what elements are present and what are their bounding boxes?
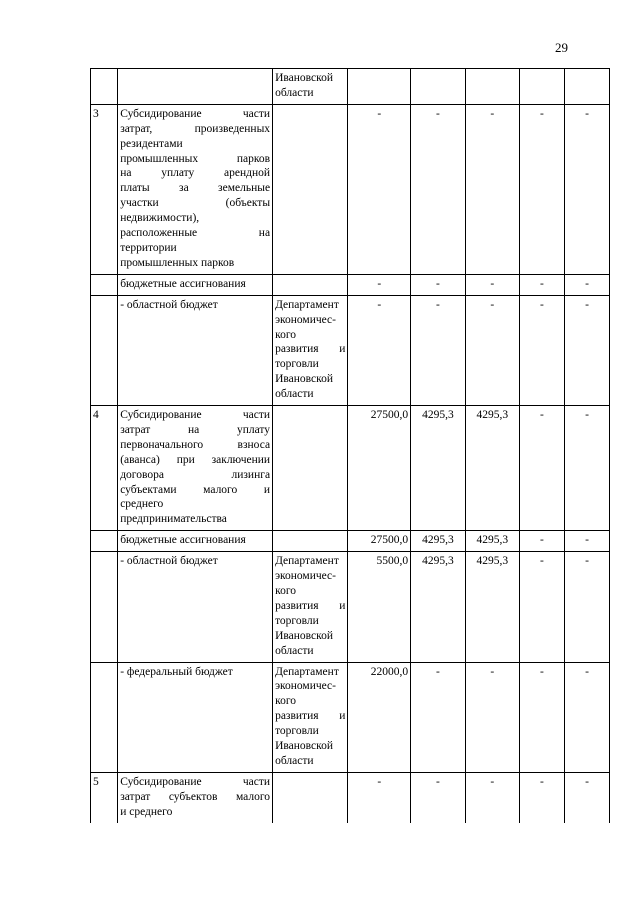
table-row [91, 552, 610, 662]
item-name-cell [118, 274, 273, 295]
item-name-line: расположенные на [120, 227, 271, 240]
value-col-2: 4295,3 [411, 406, 465, 531]
value-col-5: - [564, 406, 609, 531]
value-col-4 [519, 69, 564, 105]
executor-line: области [275, 86, 314, 99]
value-col-3: 4295,3 [465, 406, 519, 531]
executor-cell [273, 662, 348, 772]
value-col-4: - [519, 772, 564, 822]
executor-line: Ивановской [275, 740, 334, 753]
value-col-2: 4295,3 [411, 531, 465, 552]
value-col-5: - [564, 295, 609, 405]
value-col-5: - [564, 772, 609, 822]
executor-line: Департамент [275, 555, 339, 568]
executor-line: области [275, 754, 314, 767]
executor-line: торговли [275, 358, 319, 371]
executor-line: области [275, 644, 314, 657]
executor-line: торговли [275, 725, 319, 738]
item-name-line: платы за земельные [120, 182, 271, 195]
value-col-5: - [564, 531, 609, 552]
item-name-line: бюджетные ассигнования [120, 534, 246, 547]
item-name-cell [118, 104, 273, 274]
value-col-3: - [465, 295, 519, 405]
value-col-2: - [411, 295, 465, 405]
item-name-line: - областной бюджет [120, 298, 218, 311]
executor-cell [273, 295, 348, 405]
table-row [91, 662, 610, 772]
executor-line: торговли [275, 614, 319, 627]
executor-line: развития и [275, 599, 346, 612]
value-col-3 [465, 69, 519, 105]
executor-line: развития и [275, 710, 346, 723]
item-name-line: Субсидирование части [120, 107, 271, 120]
executor-line: Ивановской [275, 373, 334, 386]
executor-line: Ивановской [275, 629, 334, 642]
executor-line: Ивановской [275, 72, 334, 84]
executor-line: развития и [275, 343, 346, 356]
value-col-3: 4295,3 [465, 552, 519, 662]
item-name-cell [118, 552, 273, 662]
item-name-line: - федеральный бюджет [120, 665, 233, 678]
row-number-cell [91, 531, 118, 552]
value-col-3: - [465, 772, 519, 822]
executor-cell [273, 531, 348, 552]
value-col-2: - [411, 274, 465, 295]
value-col-5: - [564, 104, 609, 274]
row-number-cell [91, 274, 118, 295]
item-name-line: участки (объекты [120, 197, 271, 210]
executor-line: области [275, 388, 314, 401]
item-name-line: резидентами [120, 137, 183, 150]
row-number-cell [91, 662, 118, 772]
value-col-1: 27500,0 [348, 531, 411, 552]
executor-line: кого [275, 585, 296, 597]
value-col-4: - [519, 406, 564, 531]
value-col-2: - [411, 772, 465, 822]
item-name-cell [118, 69, 273, 105]
row-number-cell [91, 295, 118, 405]
item-name-line: территории [120, 241, 177, 254]
executor-line: Департамент [275, 298, 339, 311]
item-name-line: недвижимости), [120, 212, 200, 225]
row-number-cell [91, 552, 118, 662]
value-col-2: - [411, 662, 465, 772]
table-row [91, 274, 610, 295]
value-col-4: - [519, 295, 564, 405]
item-name-cell [118, 772, 273, 822]
table-row [91, 104, 610, 274]
item-name-line: - областной бюджет [120, 555, 218, 568]
executor-cell [273, 104, 348, 274]
table-row [91, 772, 610, 822]
executor-cell [273, 772, 348, 822]
budget-table [90, 68, 610, 823]
executor-cell [273, 406, 348, 531]
table-body [91, 69, 610, 823]
executor-line: экономичес- [275, 570, 336, 583]
value-col-4: - [519, 531, 564, 552]
item-name-cell [118, 295, 273, 405]
item-name-line: и среднего [120, 805, 173, 818]
value-col-1: 22000,0 [348, 662, 411, 772]
item-name-line: Субсидирование части [120, 409, 271, 422]
table-row [91, 69, 610, 105]
item-name-line: затрат, произведенных [120, 122, 271, 135]
item-name-line: среднего [120, 498, 164, 511]
item-name-cell [118, 531, 273, 552]
value-col-1: 5500,0 [348, 552, 411, 662]
item-name-line: затрат субъектов малого [120, 790, 271, 803]
item-name-line: (аванса) при заключении [120, 453, 271, 466]
item-name-line: бюджетные ассигнования [120, 277, 246, 290]
row-number-cell: 3 [91, 104, 118, 274]
value-col-4: - [519, 274, 564, 295]
item-name-line: субъектами малого и [120, 483, 271, 496]
executor-line: кого [275, 328, 296, 341]
value-col-3: - [465, 662, 519, 772]
item-name-line: на уплату арендной [120, 167, 271, 180]
value-col-5: - [564, 662, 609, 772]
executor-line: экономичес- [275, 680, 336, 693]
value-col-1: - [348, 274, 411, 295]
value-col-5: - [564, 552, 609, 662]
value-col-1: 27500,0 [348, 406, 411, 531]
value-col-2 [411, 69, 465, 105]
value-col-1: - [348, 104, 411, 274]
value-col-1: - [348, 295, 411, 405]
executor-line: Департамент [275, 665, 339, 678]
item-name-line: первоначального взноса [120, 438, 271, 451]
row-number-cell: 4 [91, 406, 118, 531]
value-col-4: - [519, 552, 564, 662]
value-col-3: - [465, 104, 519, 274]
table-row [91, 295, 610, 405]
table-row [91, 406, 610, 531]
item-name-line: предпринимательства [120, 513, 227, 526]
value-col-5 [564, 69, 609, 105]
executor-cell [273, 69, 348, 105]
value-col-2: - [411, 104, 465, 274]
value-col-1 [348, 69, 411, 105]
table-row [91, 531, 610, 552]
value-col-1: - [348, 772, 411, 822]
item-name-cell [118, 406, 273, 531]
row-number-cell [91, 69, 118, 105]
item-name-line: Субсидирование части [120, 775, 271, 788]
executor-cell [273, 552, 348, 662]
item-name-line: договора лизинга [120, 468, 271, 481]
row-number-cell: 5 [91, 772, 118, 822]
page-number: 29 [555, 40, 568, 55]
value-col-4: - [519, 662, 564, 772]
item-name-line: промышленных парков [120, 152, 271, 165]
value-col-5: - [564, 274, 609, 295]
executor-cell [273, 274, 348, 295]
executor-line: экономичес- [275, 313, 336, 326]
value-col-2: 4295,3 [411, 552, 465, 662]
value-col-3: - [465, 274, 519, 295]
executor-line: кого [275, 695, 296, 708]
value-col-4: - [519, 104, 564, 274]
item-name-line: затрат на уплату [120, 423, 271, 436]
item-name-cell [118, 662, 273, 772]
value-col-3: 4295,3 [465, 531, 519, 552]
item-name-line: промышленных парков [120, 256, 235, 269]
